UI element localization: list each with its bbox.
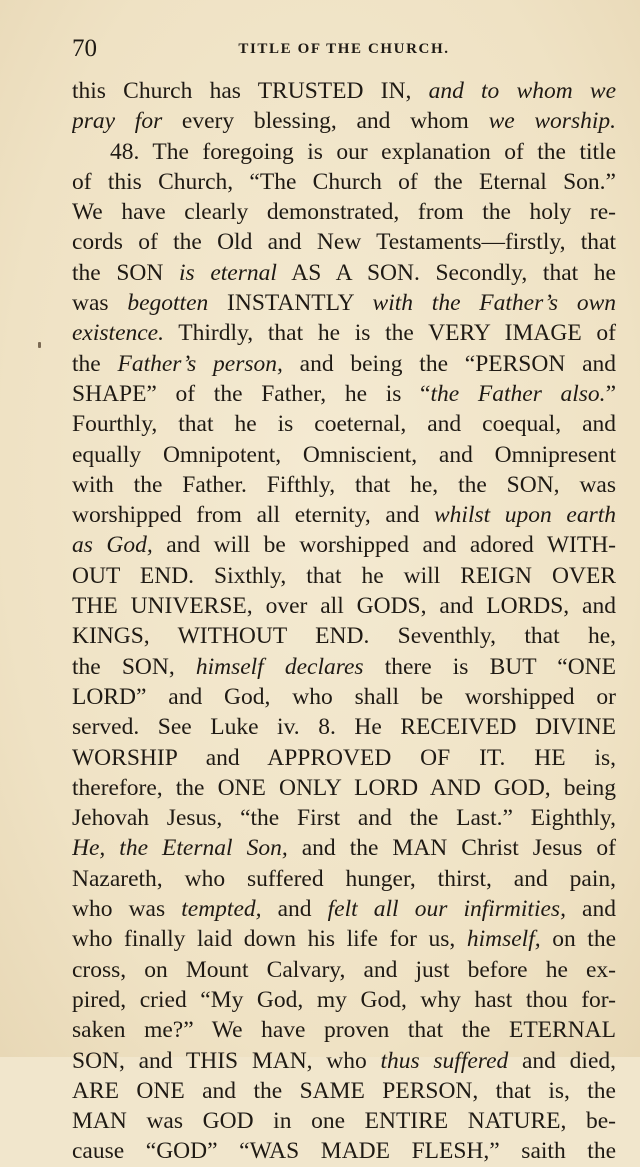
text-run: the [72,350,118,377]
text-run: THE UNIVERSE, over all GODS, and LORDS, and [72,593,616,620]
italic-text: Father’s person, [117,350,283,377]
text-run: Thirdly, that he is the VERY IMAGE of [163,320,616,347]
text-run: cords of the Old and New Testaments—firstly, that [72,229,616,256]
text-run: KINGS, WITHOUT END. Seventhly, that he, [72,623,616,650]
text-run: cause “GOD” “WAS MADE FLESH,” saith the [72,1138,616,1165]
text-run: Nazareth, who suffered hunger, thirst, and pain, [72,865,616,892]
text-run: therefore, the ONE ONLY LORD AND GOD, being [72,774,616,801]
text-run: and [565,896,616,923]
text-line [72,440,616,470]
text-line [72,743,616,773]
text-run: the SON, [72,653,196,680]
italic-text: existence. [72,320,164,347]
text-run: and died, [508,1047,616,1074]
text-line [72,591,616,621]
text-run: MAN was GOD in one ENTIRE NATURE, be- [72,1108,616,1135]
text-line [72,924,616,954]
text-run: 48. The foregoing is our explanation of the title [110,138,616,165]
italic-text: He, the Eternal Son, [72,835,288,862]
text-line [72,197,616,227]
italic-text: with the Father’s own [372,290,616,317]
text-run: and [261,896,328,923]
text-line [72,500,616,530]
text-run: AS A SON. Secondly, that he [276,259,616,286]
italic-text: himself, [466,926,541,953]
text-line [72,1015,616,1045]
italic-text: thus suffered [380,1047,509,1074]
italic-text: and to whom we [428,78,616,104]
text-run: and being the “PERSON and [282,350,616,377]
text-line [72,288,616,318]
text-line [72,1076,616,1106]
text-line [72,349,616,379]
text-line [72,530,616,560]
italic-text: begotten [127,290,209,317]
text-line [72,833,616,863]
text-run: Jehovah Jesus, “the First and the Last.” Eighthly, [72,805,616,832]
text-line [72,955,616,985]
margin-mark [38,342,41,348]
page-header [72,34,616,64]
text-line [72,652,616,682]
text-line [72,894,616,924]
text-run: there is BUT “ONE [363,653,616,680]
text-line [72,985,616,1015]
text-run: who was [72,896,182,923]
body-text [72,76,616,1167]
text-run: who finally laid down his life for us, [72,926,467,953]
text-line [72,106,616,136]
text-line [72,409,616,439]
text-line [72,76,616,106]
italic-text: felt all our infirmities, [327,896,566,923]
text-run: this Church has TRUSTED IN, [72,78,429,104]
text-run: saken me?” We have proven that the ETERNAL [72,1017,616,1044]
italic-text: the Father also. [430,380,606,407]
text-line [72,864,616,894]
text-line [72,227,616,257]
running-head: TITLE OF THE CHURCH. [238,41,450,57]
text-run: cross, on Mount Calvary, and just before he ex- [72,956,616,983]
text-line [72,137,616,167]
text-line [72,682,616,712]
text-line [72,803,616,833]
italic-text: whilst upon earth [434,502,616,529]
italic-text: we worship. [488,108,616,135]
text-run: and will be worshipped and adored WITH- [152,532,616,559]
text-run: with the Father. Fifthly, that he, the SON, was [72,471,616,498]
text-run: SHAPE” of the Father, he is “ [72,380,431,407]
text-run: equally Omnipotent, Omniscient, and Omnipresent [72,441,616,468]
text-line [72,621,616,651]
italic-text: is eternal [179,259,277,286]
text-run: Fourthly, that he is coeternal, and coequal, and [72,411,616,438]
text-line [72,258,616,288]
text-run: and the MAN Christ Jesus of [287,835,616,862]
text-run: ” [605,380,616,407]
text-run: SON, and THIS MAN, who [72,1047,381,1074]
text-run: of this Church, “The Church of the Eternal Son.” [72,168,616,195]
text-line [72,773,616,803]
italic-text: himself declares [195,653,364,680]
text-line [72,167,616,197]
italic-text: pray for [72,108,163,135]
text-run: worshipped from all eternity, and [72,502,434,529]
text-run: every blessing, and whom [162,108,489,135]
text-line [72,712,616,742]
text-line [72,1136,616,1166]
text-run: We have clearly demonstrated, from the holy re- [72,199,616,226]
text-run: OUT END. Sixthly, that he will REIGN OVER [72,562,616,589]
text-run: pired, cried “My God, my God, why hast thou for- [72,986,616,1013]
text-run: INSTANTLY [208,290,373,317]
text-line [72,561,616,591]
text-run: was [72,290,128,317]
text-line [72,318,616,348]
italic-text: as God, [72,532,153,559]
text-line [72,1106,616,1136]
text-line [72,379,616,409]
page-number: 70 [72,35,97,62]
text-line [72,470,616,500]
text-run: the SON [72,259,180,286]
text-run: on the [540,926,616,953]
text-run: LORD” and God, who shall be worshipped or [72,683,616,710]
text-run: ARE ONE and the SAME PERSON, that is, the [72,1077,616,1104]
italic-text: tempted, [181,896,262,923]
text-line [72,1046,616,1076]
text-run: WORSHIP and APPROVED OF IT. HE is, [72,744,616,771]
text-run: served. See Luke iv. 8. He RECEIVED DIVINE [72,714,616,741]
